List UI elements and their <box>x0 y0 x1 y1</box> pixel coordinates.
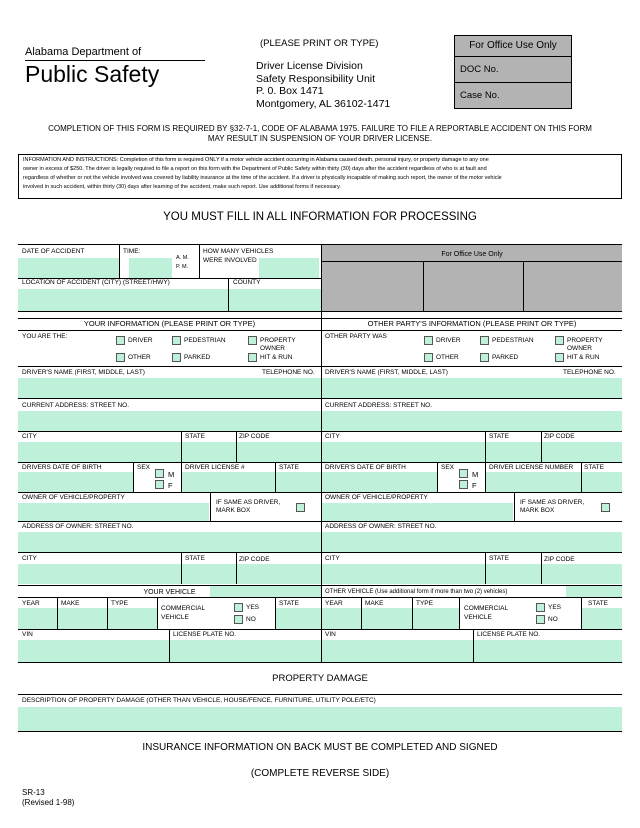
other-commercial-no-checkbox[interactable] <box>536 615 545 624</box>
vehicle-label: VEHICLE <box>464 614 492 621</box>
completion-notice: COMPLETION OF THIS FORM IS REQUIRED BY §32-7-1, CODE OF ALABAMA 1975. FAILURE TO FILE A REPORTABLE ACCIDENT ON THIS FORM <box>48 124 592 133</box>
other-dob-field[interactable] <box>322 472 437 492</box>
other-owner-name-field[interactable] <box>322 503 513 521</box>
license-label: DRIVER LICENSE NUMBER <box>489 464 574 471</box>
vehicle-ymt-field[interactable] <box>18 608 157 629</box>
you-are-label: YOU ARE THE: <box>22 333 68 340</box>
driver-label: DRIVER <box>436 337 461 344</box>
other-info-title: OTHER PARTY'S INFORMATION (PLEASE PRINT OR TYPE) <box>367 319 577 328</box>
property-owner-checkbox[interactable] <box>248 336 257 345</box>
form-id: SR-13 <box>22 788 45 797</box>
accident-time-label: TIME: <box>123 248 141 255</box>
state-label: STATE <box>489 433 509 440</box>
other-vehicle-ymt-field[interactable] <box>322 608 459 629</box>
sex-f-checkbox[interactable] <box>155 480 164 489</box>
reverse-note: (COMPLETE REVERSE SIDE) <box>250 768 390 779</box>
same-as-driver-label: IF SAME AS DRIVER, <box>216 499 281 506</box>
state-label: STATE <box>279 464 299 471</box>
driver-dob-field[interactable] <box>18 472 133 492</box>
city-label: CITY <box>22 555 37 562</box>
property-label: PROPERTY <box>260 337 296 344</box>
other-commercial-yes-checkbox[interactable] <box>536 603 545 612</box>
am-label: A. M. <box>176 255 189 261</box>
other-hit-run-checkbox[interactable] <box>555 353 564 362</box>
plate-label: LICENSE PLATE NO. <box>173 631 237 638</box>
case-no-field: Case No. <box>460 90 500 101</box>
dob-label: DRIVERS DATE OF BIRTH <box>22 464 102 471</box>
pm-label: P. M. <box>176 264 189 270</box>
zip-label: ZIP CODE <box>239 433 270 440</box>
instructions-text: owner in excess of $250. The driver is legally required to file a report on this form with the Department of Public Safety within thirty (30) days after the accident regardless of who is at fault and <box>23 166 487 172</box>
zip-label: ZIP CODE <box>239 556 270 563</box>
completion-notice: MAY RESULT IN SUSPENSION OF YOUR DRIVER LICENSE. <box>207 134 433 143</box>
make-label: MAKE <box>61 600 80 607</box>
other-label: OTHER <box>128 354 151 361</box>
state-label: STATE <box>185 433 205 440</box>
state-label: STATE <box>588 600 608 607</box>
commercial-no-checkbox[interactable] <box>234 615 243 624</box>
same-as-driver-label: IF SAME AS DRIVER, <box>520 499 585 506</box>
other-vin-plate-field[interactable] <box>322 640 622 662</box>
yes-label: YES <box>246 604 260 611</box>
other-driver-checkbox[interactable] <box>424 336 433 345</box>
address-line: Driver License Division <box>256 60 363 72</box>
state-label: STATE <box>489 555 509 562</box>
m-label: M <box>168 470 175 479</box>
your-info-title: YOUR INFORMATION (PLEASE PRINT OR TYPE) <box>83 319 256 328</box>
owner-label: OWNER OF VEHICLE/PROPERTY <box>325 494 428 501</box>
zip-label: ZIP CODE <box>544 556 575 563</box>
vehicles-label: HOW MANY VEHICLES <box>203 248 274 255</box>
other-pedestrian-checkbox[interactable] <box>480 336 489 345</box>
accident-date-field[interactable] <box>18 258 119 278</box>
type-label: TYPE <box>111 600 128 607</box>
doc-no-field: DOC No. <box>460 64 499 75</box>
telephone-label: TELEPHONE NO. <box>563 369 616 376</box>
parked-checkbox[interactable] <box>172 353 181 362</box>
other-vehicle-state-field[interactable] <box>582 608 622 629</box>
year-label: YEAR <box>22 600 40 607</box>
parked-label: PARKED <box>492 354 519 361</box>
city-label: CITY <box>325 555 340 562</box>
address-label: CURRENT ADDRESS: STREET NO. <box>22 402 130 409</box>
owner-address-field[interactable] <box>18 532 321 552</box>
other-owner-address-field[interactable] <box>322 532 622 552</box>
other-vehicle-title: OTHER VEHICLE (Use additional form if more than two (2) vehicles) <box>325 589 508 595</box>
plate-label: LICENSE PLATE NO. <box>477 631 541 638</box>
property-label: PROPERTY <box>567 337 603 344</box>
office-use-label: For Office Use Only <box>441 251 503 258</box>
vehicles-count-field[interactable] <box>259 258 319 278</box>
zip-label: ZIP CODE <box>544 433 575 440</box>
vehicle-header-fill <box>566 586 622 597</box>
owner-name-field[interactable] <box>18 503 209 521</box>
your-vehicle-title: YOUR VEHICLE <box>143 589 196 596</box>
city-label: CITY <box>325 433 340 440</box>
no-label: NO <box>246 616 256 623</box>
address-line: P. 0. Box 1471 <box>256 85 324 97</box>
vin-label: VIN <box>325 631 336 638</box>
other-sex-f-checkbox[interactable] <box>459 480 468 489</box>
other-sex-m-checkbox[interactable] <box>459 469 468 478</box>
same-as-driver-checkbox[interactable] <box>296 503 305 512</box>
year-label: YEAR <box>325 600 343 607</box>
city-label: CITY <box>22 433 37 440</box>
county-label: COUNTY <box>233 279 261 286</box>
other-property-owner-checkbox[interactable] <box>555 336 564 345</box>
other-other-checkbox[interactable] <box>424 353 433 362</box>
commercial-yes-checkbox[interactable] <box>234 603 243 612</box>
hit-run-label: HIT & RUN <box>567 354 600 361</box>
vehicle-label: VEHICLE <box>161 614 189 621</box>
sex-label: SEX <box>441 464 455 471</box>
accident-time-field[interactable] <box>129 258 172 278</box>
hit-run-label: HIT & RUN <box>260 354 293 361</box>
mark-box-label: MARK BOX <box>520 507 555 514</box>
vehicles-label: WERE INVOLVED <box>203 257 257 264</box>
sex-label: SEX <box>137 464 151 471</box>
state-label: STATE <box>185 555 205 562</box>
other-party-was-label: OTHER PARTY WAS <box>325 333 387 340</box>
accident-location-field[interactable] <box>18 289 228 311</box>
driver-name-label: DRIVER'S NAME (FIRST, MIDDLE, LAST) <box>22 369 145 376</box>
driver-license-field[interactable] <box>182 472 321 492</box>
type-label: TYPE <box>416 600 433 607</box>
address-line: Montgomery, AL 36102-1471 <box>256 98 391 110</box>
fill-heading: YOU MUST FILL IN ALL INFORMATION FOR PROCESSING <box>163 211 477 223</box>
telephone-label: TELEPHONE NO. <box>262 369 315 376</box>
state-label: STATE <box>584 464 604 471</box>
other-label: OTHER <box>436 354 459 361</box>
instructions-text: INFORMATION AND INSTRUCTIONS: Completion of this form is required ONLY if a motor vehicle accident occurring in Alabama caused death, personal injury, or property damage to any one <box>23 157 489 163</box>
pedestrian-label: PEDESTRIAN <box>184 337 226 344</box>
insurance-note: INSURANCE INFORMATION ON BACK MUST BE COMPLETED AND SIGNED <box>142 742 498 753</box>
make-label: MAKE <box>365 600 384 607</box>
other-same-as-driver-checkbox[interactable] <box>601 503 610 512</box>
form-revision: (Revised 1-98) <box>22 798 75 807</box>
driver-city-field[interactable] <box>18 442 321 462</box>
pedestrian-label: PEDESTRIAN <box>492 337 534 344</box>
owner-address-label: ADDRESS OF OWNER: STREET NO. <box>22 523 134 530</box>
vehicle-state-field[interactable] <box>276 608 321 629</box>
driver-checkbox[interactable] <box>116 336 125 345</box>
office-use-title: For Office Use Only <box>469 40 557 51</box>
owner-address-label: ADDRESS OF OWNER: STREET NO. <box>325 523 437 530</box>
other-owner-city-field[interactable] <box>322 564 622 584</box>
other-parked-checkbox[interactable] <box>480 353 489 362</box>
driver-address-field[interactable] <box>18 411 321 431</box>
owner-label: OWNER <box>567 345 592 352</box>
other-checkbox[interactable] <box>116 353 125 362</box>
driver-label: DRIVER <box>128 337 153 344</box>
f-label: F <box>168 481 173 490</box>
other-driver-name-field[interactable] <box>322 378 622 398</box>
yes-label: YES <box>548 604 562 611</box>
parked-label: PARKED <box>184 354 211 361</box>
accident-date-label: DATE OF ACCIDENT <box>22 248 85 255</box>
accident-county-field[interactable] <box>229 289 321 311</box>
other-address-field[interactable] <box>322 411 622 431</box>
sex-m-checkbox[interactable] <box>155 469 164 478</box>
instructions-text: regardless of whether or not the vehicle involved was covered by liability insurance at the time of the accident. If a driver is physically incapable of making such report, the owner of the motor vehicle <box>23 175 502 181</box>
m-label: M <box>472 470 479 479</box>
agency-title: Public Safety <box>25 61 160 87</box>
location-label: LOCATION OF ACCIDENT (CITY) (STREET/HWY) <box>22 279 170 286</box>
pedestrian-checkbox[interactable] <box>172 336 181 345</box>
dob-label: DRIVER'S DATE OF BIRTH <box>325 464 406 471</box>
property-damage-title: PROPERTY DAMAGE <box>272 673 368 684</box>
mark-box-label: MARK BOX <box>216 507 251 514</box>
owner-city-field[interactable] <box>18 564 321 584</box>
instructions-text: involved in such accident, within thirty (30) days after learning of the accident, make such report. Use additional forms if necessary. <box>23 184 341 190</box>
address-line: Safety Responsibility Unit <box>256 73 376 85</box>
other-license-field[interactable] <box>486 472 622 492</box>
commercial-label: COMMERCIAL <box>161 605 206 612</box>
vin-label: VIN <box>22 631 33 638</box>
owner-label: OWNER OF VEHICLE/PROPERTY <box>22 494 125 501</box>
property-damage-label: DESCRIPTION OF PROPERTY DAMAGE (OTHER THAN VEHICLE, HOUSE/FENCE, FURNITURE, UTILITY POLE/ETC) <box>22 697 376 704</box>
f-label: F <box>472 481 477 490</box>
state-label: STATE <box>279 600 299 607</box>
print-note: (PLEASE PRINT OR TYPE) <box>260 38 379 49</box>
other-city-field[interactable] <box>322 442 622 462</box>
agency-name: Alabama Department of <box>25 46 142 58</box>
address-label: CURRENT ADDRESS: STREET NO. <box>325 402 433 409</box>
no-label: NO <box>548 616 558 623</box>
license-label: DRIVER LICENSE # <box>185 464 245 471</box>
driver-name-field[interactable] <box>18 378 321 398</box>
property-damage-field[interactable] <box>18 707 622 731</box>
commercial-label: COMMERCIAL <box>464 605 509 612</box>
driver-name-label: DRIVER'S NAME (FIRST, MIDDLE, LAST) <box>325 369 448 376</box>
owner-label: OWNER <box>260 345 285 352</box>
hit-run-checkbox[interactable] <box>248 353 257 362</box>
